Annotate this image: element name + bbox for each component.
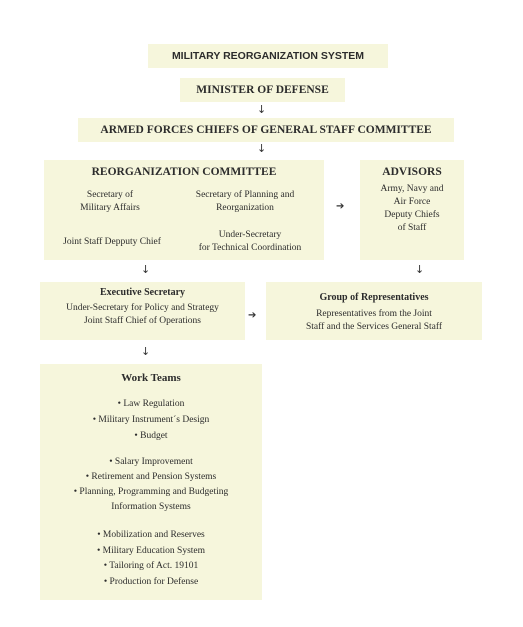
executive-heading: Executive Secretary (99, 287, 186, 298)
work-teams-heading: Work Teams (121, 372, 181, 384)
list-item: • Production for Defense (103, 576, 199, 587)
arrow-down-3: ↓ (141, 263, 151, 276)
advisors-text: Army, Navy and Air Force Deputy Chiefs of Staff (380, 184, 444, 233)
list-item: • Military Instrument´s Design (92, 415, 210, 425)
work-teams-group-3 (40, 528, 262, 590)
arrow-right-2: ➔ (248, 310, 257, 321)
secretary-military-affairs: Secretary of Military Affairs (80, 190, 140, 213)
advisors-heading: ADVISORS (382, 166, 442, 178)
list-item: • Salary Improvement (109, 457, 193, 467)
list-item: • Law Regulation (117, 399, 185, 409)
list-item: • Tailoring of Act. 19101 (103, 561, 199, 571)
work-teams-group-2 (40, 455, 262, 515)
diagram-title: MILITARY REORGANIZATION SYSTEM (171, 50, 365, 62)
executive-text: Under-Secretary for Policy and Strategy Joint Staff Chief of Operations (66, 303, 219, 326)
joint-staff-deputy-chief: Joint Staff Depputy Chief (63, 237, 161, 247)
list-item: • Budget (134, 431, 168, 441)
reorganization-heading: REORGANIZATION COMMITTEE (91, 166, 277, 178)
work-teams-group-1 (40, 396, 262, 444)
list-item: • Retirement and Pension Systems (85, 472, 217, 482)
list-item: • Military Education System (96, 545, 206, 556)
arrow-down-2: ↓ (257, 142, 267, 155)
representatives-text: Representatives from the Joint Staff and the Services General Staff (305, 309, 443, 332)
list-item: • Mobilization and Reserves (97, 530, 205, 540)
under-secretary-technical: Under-Secretary for Technical Coordination (198, 230, 302, 253)
list-item: Information Systems (111, 502, 191, 512)
list-item: • Planning, Programming and Budgeting (73, 487, 229, 497)
arrow-right-1: ➔ (336, 201, 345, 212)
chiefs-committee: ARMED FORCES CHIEFS OF GENERAL STAFF COMMITTEE (100, 124, 432, 136)
minister-of-defense: MINISTER OF DEFENSE (196, 84, 329, 96)
representatives-heading: Group of Representatives (319, 292, 429, 303)
arrow-down-5: ↓ (141, 345, 151, 358)
arrow-down-1: ↓ (257, 103, 267, 116)
secretary-planning-reorganization: Secretary of Planning and Reorganization (195, 190, 295, 213)
arrow-down-4: ↓ (415, 263, 425, 276)
